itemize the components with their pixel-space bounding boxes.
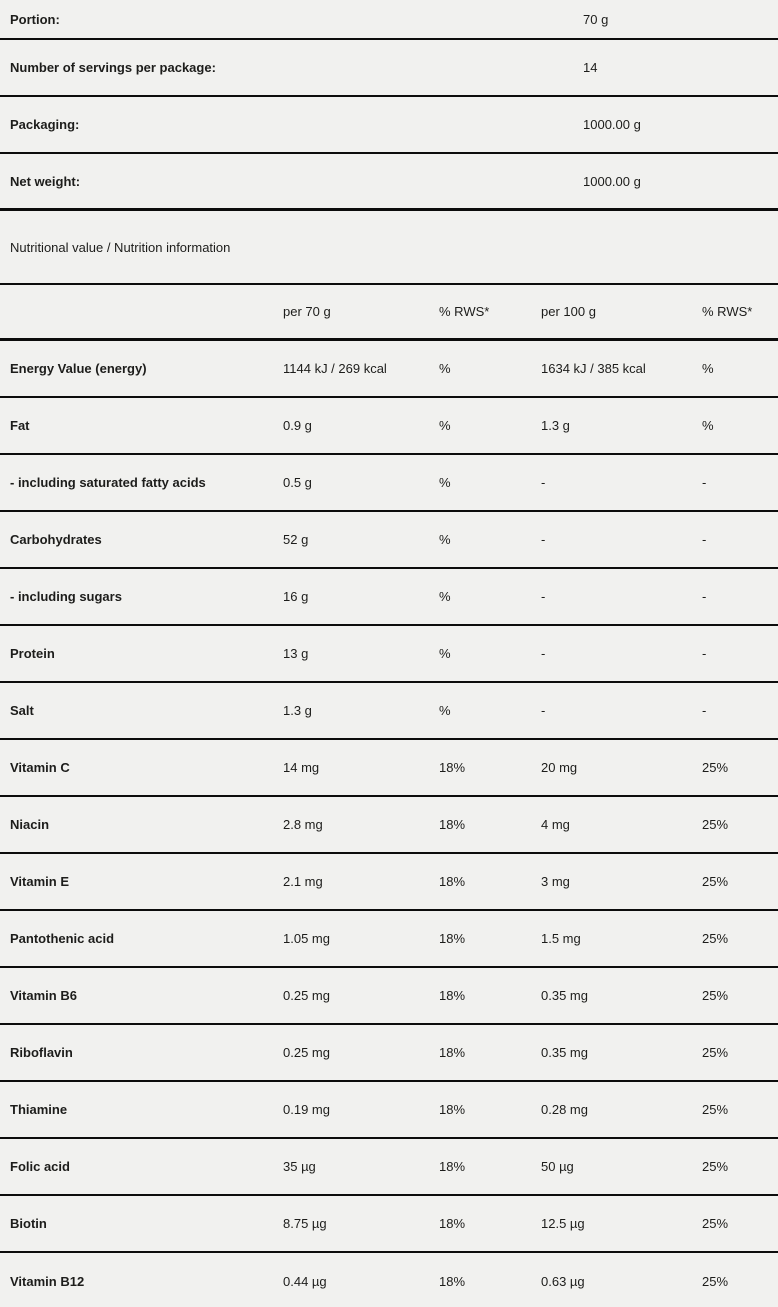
nutrient-label: Folic acid: [10, 1159, 70, 1174]
nutrient-label: Carbohydrates: [10, 532, 102, 547]
rws-per-portion: %: [439, 418, 451, 433]
nutrient-label: Energy Value (energy): [10, 361, 147, 376]
value-per-portion: 52 g: [283, 532, 309, 547]
value-per-100g: -: [541, 703, 546, 718]
value-per-100g: 3 mg: [541, 874, 570, 889]
nutrient-label: Vitamin B6: [10, 988, 77, 1003]
value-per-portion: 13 g: [283, 646, 309, 661]
rws-per-portion: %: [439, 589, 451, 604]
rws-per-100g: -: [702, 703, 707, 718]
rws-per-portion: 18%: [439, 1159, 466, 1174]
rws-per-portion: 18%: [439, 1274, 466, 1289]
nutrition-row: [0, 797, 778, 854]
value-per-portion: 2.8 mg: [283, 817, 323, 832]
value-per-100g: 1.3 g: [541, 418, 570, 433]
value-per-portion: 0.5 g: [283, 475, 312, 490]
rws-per-100g: -: [702, 475, 707, 490]
value-per-portion: 0.25 mg: [283, 988, 330, 1003]
nutrition-row: [0, 1253, 778, 1307]
rws-per-portion: 18%: [439, 988, 466, 1003]
rws-per-portion: 18%: [439, 931, 466, 946]
value-per-portion: 14 mg: [283, 760, 320, 775]
value-per-100g: 0.35 mg: [541, 988, 588, 1003]
value-per-100g: -: [541, 475, 546, 490]
value-per-100g: 12.5 µg: [541, 1216, 585, 1231]
rws-per-100g: 25%: [702, 1216, 729, 1231]
product-info-value: 1000.00 g: [583, 173, 641, 189]
nutrient-label: - including saturated fatty acids: [10, 475, 206, 490]
value-per-100g: 0.35 mg: [541, 1045, 588, 1060]
rws-per-portion: %: [439, 475, 451, 490]
value-per-100g: -: [541, 532, 546, 547]
value-per-100g: -: [541, 646, 546, 661]
product-info-label: Packaging:: [10, 117, 80, 132]
product-info-row: [0, 97, 778, 154]
product-info-value: 1000.00 g: [583, 117, 641, 132]
rws-per-100g: 25%: [702, 1045, 729, 1060]
nutrient-label: Vitamin B12: [10, 1274, 85, 1289]
rws-per-100g: -: [702, 532, 707, 547]
value-per-portion: 1.05 mg: [283, 931, 330, 946]
product-info-row: [0, 154, 778, 211]
rws-per-100g: 25%: [702, 988, 729, 1003]
nutrient-label: Pantothenic acid: [10, 931, 115, 946]
value-per-portion: 1.3 g: [283, 703, 312, 718]
nutrition-table-header-row: [0, 285, 778, 341]
nutrition-row: [0, 854, 778, 911]
nutrition-row: [0, 740, 778, 797]
product-info-row: [0, 0, 778, 40]
value-per-100g: 50 µg: [541, 1159, 574, 1174]
nutrition-section-title: Nutritional value / Nutrition information: [10, 239, 231, 255]
column-header: per 70 g: [283, 304, 331, 319]
column-header: % RWS*: [702, 304, 753, 319]
nutrient-label: Salt: [10, 703, 34, 718]
nutrition-row: [0, 911, 778, 968]
value-per-portion: 0.44 µg: [283, 1274, 327, 1289]
rws-per-portion: 18%: [439, 874, 466, 889]
product-info-value: 70 g: [583, 11, 609, 27]
rws-per-portion: %: [439, 646, 451, 661]
nutrition-row: [0, 455, 778, 512]
product-info-label: Number of servings per package:: [10, 60, 216, 75]
nutrition-row: [0, 1025, 778, 1082]
value-per-portion: 0.9 g: [283, 418, 312, 433]
rws-per-100g: 25%: [702, 931, 729, 946]
nutrition-row: [0, 341, 778, 398]
rws-per-100g: -: [702, 589, 707, 604]
value-per-100g: 0.63 µg: [541, 1274, 585, 1289]
value-per-100g: -: [541, 589, 546, 604]
product-info-value: 14: [583, 60, 598, 75]
nutrition-row: [0, 683, 778, 740]
rws-per-100g: 25%: [702, 817, 729, 832]
nutrition-row: [0, 1139, 778, 1196]
nutrient-label: Niacin: [10, 817, 50, 832]
rws-per-100g: 25%: [702, 1102, 729, 1117]
nutrition-row: [0, 398, 778, 455]
product-info-label: Portion:: [10, 11, 60, 27]
rws-per-100g: -: [702, 646, 707, 661]
value-per-100g: 20 mg: [541, 760, 578, 775]
rws-per-100g: 25%: [702, 760, 729, 775]
nutrient-label: Fat: [10, 418, 30, 433]
product-info-row: [0, 40, 778, 97]
value-per-100g: 4 mg: [541, 817, 570, 832]
nutrient-label: Vitamin E: [10, 874, 70, 889]
rws-per-100g: 25%: [702, 1274, 729, 1289]
nutrient-label: Vitamin C: [10, 760, 70, 775]
value-per-100g: 0.28 mg: [541, 1102, 588, 1117]
nutrition-row: [0, 569, 778, 626]
nutrition-section-title-block: [0, 211, 778, 285]
value-per-portion: 1144 kJ / 269 kcal: [283, 361, 387, 376]
rws-per-portion: %: [439, 532, 451, 547]
rws-per-portion: %: [439, 703, 451, 718]
column-header: % RWS*: [439, 304, 490, 319]
rws-per-portion: 18%: [439, 1102, 466, 1117]
rws-per-portion: %: [439, 361, 451, 376]
value-per-portion: 16 g: [283, 589, 309, 604]
rws-per-100g: %: [702, 361, 714, 376]
nutrition-row: [0, 512, 778, 569]
nutrient-label: Biotin: [10, 1216, 47, 1231]
value-per-100g: 1634 kJ / 385 kcal: [541, 361, 646, 376]
nutrient-label: - including sugars: [10, 589, 122, 604]
rws-per-portion: 18%: [439, 760, 466, 775]
nutrition-row: [0, 626, 778, 683]
nutrition-row: [0, 1196, 778, 1253]
nutrition-table-body: [0, 341, 778, 1307]
rws-per-100g: 25%: [702, 1159, 729, 1174]
rws-per-portion: 18%: [439, 1216, 466, 1231]
rws-per-100g: 25%: [702, 874, 729, 889]
nutrient-label: Protein: [10, 646, 55, 661]
value-per-portion: 35 µg: [283, 1159, 316, 1174]
value-per-portion: 0.19 mg: [283, 1102, 330, 1117]
nutrient-label: Thiamine: [10, 1102, 68, 1117]
column-header: per 100 g: [541, 304, 596, 319]
rws-per-portion: 18%: [439, 817, 466, 832]
product-info-label: Net weight:: [10, 173, 81, 189]
value-per-portion: 8.75 µg: [283, 1216, 327, 1231]
nutrition-row: [0, 968, 778, 1025]
nutrition-table: [0, 285, 778, 1307]
value-per-portion: 0.25 mg: [283, 1045, 330, 1060]
rws-per-portion: 18%: [439, 1045, 466, 1060]
product-info-section: [0, 0, 778, 211]
rws-per-100g: %: [702, 418, 714, 433]
value-per-100g: 1.5 mg: [541, 931, 581, 946]
value-per-portion: 2.1 mg: [283, 874, 323, 889]
nutrition-row: [0, 1082, 778, 1139]
nutrient-label: Riboflavin: [10, 1045, 73, 1060]
